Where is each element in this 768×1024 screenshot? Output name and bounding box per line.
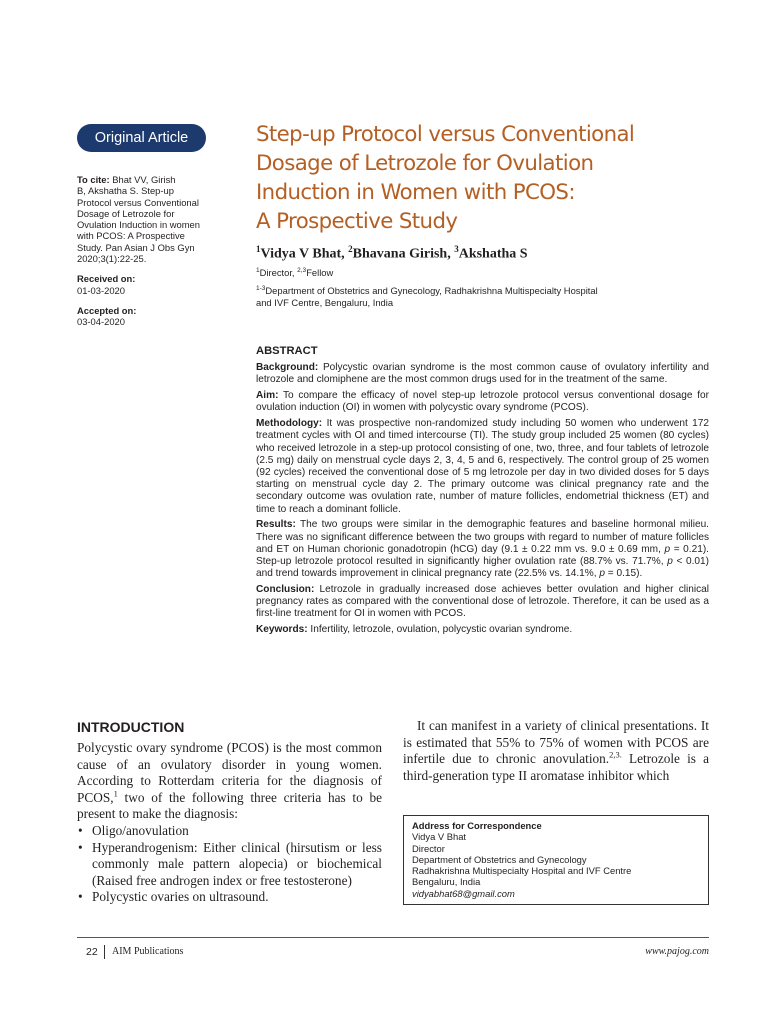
- citation: [77, 174, 212, 264]
- p-symbol: p: [599, 568, 605, 580]
- author-ref: 3: [454, 244, 459, 254]
- email-link[interactable]: vidyabhat68@gmail.com: [412, 887, 515, 899]
- address-line: Vidya V Bhat: [412, 831, 467, 843]
- abstract: [256, 345, 709, 640]
- list-item: • Hyperandrogenism: Either clinical (hirsutism or less commonly male pattern alopecia) or biochemical (Raised free androgen index or free testosterone): [77, 840, 382, 890]
- cite-line: Protocol versus Conventional: [77, 196, 199, 208]
- section-label: Aim:: [256, 390, 279, 402]
- section-label: Conclusion:: [256, 584, 315, 596]
- role-ref: 1: [256, 267, 260, 274]
- section-label: Results:: [256, 519, 296, 531]
- accepted-label: Accepted on:: [77, 304, 137, 316]
- introduction-heading: INTRODUCTION: [77, 719, 185, 735]
- reference-link[interactable]: 2,3.: [609, 749, 622, 760]
- section-text: Infertility, letrozole, ovulation, polycystic ovarian syndrome.: [307, 624, 573, 636]
- cite-line: Ovulation Induction in women: [77, 219, 200, 231]
- section-label: Keywords:: [256, 624, 308, 636]
- intro-paragraph: [77, 740, 382, 823]
- intro-right-column: [403, 718, 709, 784]
- section-text: To compare the efficacy of novel step-up letrozole protocol versus conventional dosage for ovulation induction (OI) in women with polycystic ovary syndrome (PCOS).: [256, 390, 709, 414]
- correspondence-heading: Address for Correspondence: [412, 820, 542, 831]
- body-text: It can manifest in a variety of clinical presentations. It is estimated that 55% to 75% of women with PCOS are infertile due to chronic anovulation.: [403, 718, 709, 767]
- footer-separator: [104, 945, 105, 959]
- section-text: = 0.21). Step-up letrozole protocol resulted in significantly higher ovulation rate (88.7% vs. 71.7%,: [256, 543, 709, 568]
- article-type-badge: Original Article: [77, 124, 206, 152]
- title-line: Induction in Women with PCOS:: [256, 180, 575, 205]
- title-line: Step-up Protocol versus Conventional: [256, 122, 635, 147]
- role-text: Fellow: [306, 267, 334, 279]
- body-text: two of the following three criteria has to be present to make the diagnosis:: [77, 789, 382, 822]
- abstract-results: [256, 519, 709, 580]
- role-ref: 2,3: [297, 267, 307, 274]
- section-label: Background:: [256, 362, 319, 374]
- section-text: Letrozole in gradually increased dose achieves better ovulation and higher clinical pregnancy rates as compared with the conventional dose of letrozole. Therefore, it can be used as a first-line treatment for OI in women with PCOS.: [256, 584, 709, 620]
- author-name: Bhavana Girish,: [352, 246, 455, 262]
- p-symbol: p: [667, 556, 673, 568]
- author-ref: 1: [256, 244, 261, 254]
- address-line: Bengaluru, India: [412, 876, 481, 888]
- publisher-name: AIM Publications: [112, 946, 184, 957]
- abstract-aim: [256, 390, 709, 414]
- footer-divider: [77, 937, 709, 938]
- cite-line: Study. Pan Asian J Obs Gyn: [77, 241, 195, 253]
- affiliation: [256, 283, 676, 309]
- citation-sidebar: [77, 174, 212, 328]
- cite-line: B, Akshatha S. Step-up: [77, 185, 174, 197]
- list-item: • Oligo/anovulation: [77, 823, 382, 840]
- address-line: Department of Obstetrics and Gynecology: [412, 853, 587, 865]
- cite-line: 2020;3(1):22-25.: [77, 253, 147, 265]
- received-date: 01-03-2020: [77, 284, 125, 296]
- abstract-keywords: [256, 624, 709, 636]
- received-label: Received on:: [77, 273, 136, 285]
- affiliation-line: Department of Obstetrics and Gynecology, Radhakrishna Multispecialty Hospital: [265, 285, 598, 297]
- body-text: Polycystic ovary syndrome (PCOS) is the most common cause of an ovulatory disorder in young women. According to Rotterdam criteria for the diagnosis of PCOS,: [77, 740, 382, 805]
- list-item: • Polycystic ovaries on ultrasound.: [77, 889, 382, 906]
- author-list: [256, 244, 528, 263]
- criteria-list: [77, 823, 382, 906]
- affiliation-ref: 1-3: [256, 285, 266, 292]
- intro-left-column: [77, 740, 382, 906]
- abstract-conclusion: [256, 584, 709, 621]
- title-line: Dosage of Letrozole for Ovulation: [256, 151, 594, 176]
- cite-line: with PCOS: A Prospective: [77, 230, 185, 242]
- author-name: Vidya V Bhat,: [260, 246, 349, 262]
- role-text: Director,: [259, 267, 298, 279]
- page-number: 22: [86, 946, 98, 958]
- author-name: Akshatha S: [458, 246, 528, 262]
- author-roles: [256, 267, 333, 278]
- correspondence-box: [403, 815, 709, 905]
- cite-line: Dosage of Letrozole for: [77, 207, 175, 219]
- cite-label: To cite:: [77, 174, 110, 185]
- affiliation-line: and IVF Centre, Bengaluru, India: [256, 297, 394, 309]
- section-text: The two groups were similar in the demographic features and baseline hormonal milieu. There was no significant difference between the two groups with regard to number of mature follicles and ET on Human chorionic gonadotropin (hCG) day (9.1 ± 0.22 mm vs. 9.0 ± 0.69 mm,: [256, 519, 709, 555]
- body-text: Letrozole is a third-generation type II aromatase inhibitor which: [403, 751, 709, 783]
- section-text: It was prospective non-randomized study including 50 women who underwent 172 treatment cycles with OI and timed intercourse (TI). The study group included 25 women (80 cycles) who received letrozole in a step-up protocol consisting of one, two, three, and four tablets of letrozole (2.5 mg) daily on menstrual cycle days 2, 3, 4, 5 and 6, respectively. The control group of 25 women (92 cycles) received the conventional dose of 5 mg letrozole per day in two divided doses for 5 days starting on menstrual cycle day 2. The primary outcome was clinical pregnancy rate and the secondary outcome was ovulation rate, number of mature follicles, endometrial thickness (ET) and time to reach a dominant follicle.: [256, 418, 709, 515]
- cite-line: Bhat VV, Girish: [109, 174, 176, 185]
- address-line: Radhakrishna Multispecialty Hospital and IVF Centre: [412, 865, 632, 877]
- section-text: = 0.15).: [605, 568, 643, 580]
- abstract-background: [256, 362, 709, 386]
- abstract-methodology: [256, 418, 709, 516]
- abstract-heading: ABSTRACT: [256, 345, 318, 357]
- accepted-date: 03-04-2020: [77, 316, 125, 328]
- section-label: Methodology:: [256, 418, 323, 430]
- section-text: < 0.01) and trend towards improvement in clinical pregnancy rate (22.5% vs. 14.1%,: [256, 556, 709, 580]
- section-text: Polycystic ovarian syndrome is the most common cause of ovulatory infertility and letrozole and clomiphene are the most common drugs used for in the treatment of the same.: [256, 362, 709, 386]
- address-line: Director: [412, 842, 445, 854]
- article-title: [256, 120, 716, 236]
- website-link[interactable]: www.pajog.com: [645, 946, 709, 957]
- p-symbol: p: [664, 543, 671, 555]
- reference-link[interactable]: 1: [113, 788, 118, 799]
- author-ref: 2: [348, 244, 353, 254]
- title-line: A Prospective Study: [256, 209, 458, 234]
